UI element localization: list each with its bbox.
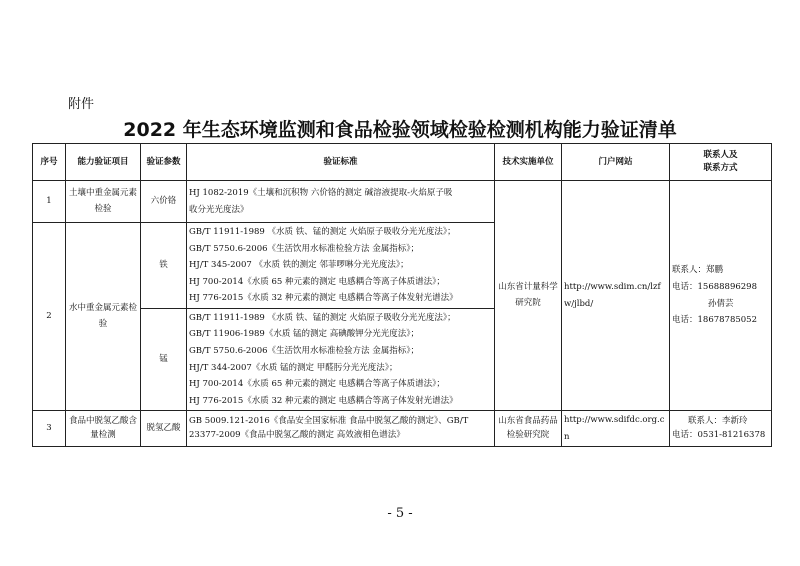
standard-line: GB/T 11911-1989 《水质 铁、锰的测定 火焰原子吸收分光光度法》； [189, 312, 456, 323]
contact-line: 孙倩芸 [708, 298, 734, 309]
row1-standard-line: 收分光光度法》 [189, 204, 249, 215]
row3-portal-link[interactable]: http://www.sdifdc.org.cn [562, 411, 670, 447]
standard-line: GB/T 5750.6-2006《生活饮用水标准检验方法 金属指标》； [189, 243, 419, 254]
row2-standards-manganese [187, 308, 495, 410]
header-standard: 验证标准 [187, 144, 495, 181]
table-header-row [33, 144, 772, 181]
row3-seq: 3 [33, 411, 66, 447]
contact-line: 电话：18678785052 [672, 315, 757, 326]
attachment-label: 附件 [68, 97, 95, 112]
header-seq: 序号 [33, 144, 66, 181]
header-unit: 技术实施单位 [495, 144, 562, 181]
row2-seq: 2 [33, 223, 66, 411]
standard-line: HJ 776-2015《水质 32 种元素的测定 电感耦合等离子体发射光谱法》 [189, 293, 458, 304]
contact-line: 电话：15688896298 [672, 282, 757, 293]
header-contact [670, 144, 772, 181]
header-portal: 门户网站 [562, 144, 670, 181]
capability-table [32, 143, 772, 447]
contact-line: 联系人：郑鹏 [672, 265, 724, 276]
standard-line: HJ 700-2014《水质 65 种元素的测定 电感耦合等离子体质谱法》； [189, 276, 445, 287]
standard-line: HJ 776-2015《水质 32 种元素的测定 电感耦合等离子体发射光谱法》 [189, 395, 458, 406]
row3-unit: 山东省食品药品检验研究院 [495, 411, 562, 447]
row3-standards [187, 411, 495, 447]
row2-param-iron: 铁 [141, 223, 187, 309]
row1-item: 土壤中重金属元素检验 [66, 181, 141, 223]
page-title: 2022 年生态环境监测和食品检验领域检验检测机构能力验证清单 [123, 119, 677, 141]
shared-unit: 山东省计量科学研究院 [495, 181, 562, 411]
standard-line: HJ 700-2014《水质 65 种元素的测定 电感耦合等离子体质谱法》； [189, 379, 445, 390]
standard-line: 23377-2009《食品中脱氢乙酸的测定 高效液相色谱法》 [189, 429, 405, 440]
row1-param: 六价铬 [141, 181, 187, 223]
contact-line: 联系人：李新玲 [688, 416, 748, 427]
shared-contact [670, 181, 772, 411]
row3-item: 食品中脱氢乙酸含量检测 [66, 411, 141, 447]
shared-portal-link[interactable]: http://www.sdim.cn/lzfw/jlbd/ [562, 181, 670, 411]
row2-item: 水中重金属元素检验 [66, 223, 141, 411]
row3-contact [670, 411, 772, 447]
standard-line: GB 5009.121-2016《食品安全国家标准 食品中脱氢乙酸的测定》、GB/T [189, 416, 469, 427]
page-number: - 5 - [387, 506, 413, 521]
row2-standards-iron [187, 223, 495, 309]
table-row [33, 411, 772, 447]
standard-line: HJ/T 344-2007《水质 锰的测定 甲醛肟分光光度法》； [189, 362, 398, 373]
row2-param-manganese: 锰 [141, 308, 187, 410]
standard-line: GB/T 11906-1989《水质 锰的测定 高碘酸钾分光光度法》； [189, 329, 419, 340]
standard-line: GB/T 11911-1989 《水质 铁、锰的测定 火焰原子吸收分光光度法》； [189, 227, 456, 237]
row1-standard-line: HJ 1082-2019《土壤和沉积物 六价铬的测定 碱溶液提取-火焰原子吸 [189, 187, 453, 198]
row1-standards [187, 181, 495, 223]
standard-line: HJ/T 345-2007 《水质 铁的测定 邻菲啰啉分光光度法》； [189, 260, 409, 271]
header-param: 验证参数 [141, 144, 187, 181]
table-row [33, 181, 772, 223]
row3-param: 脱氢乙酸 [141, 411, 187, 447]
header-contact-line2: 联系方式 [703, 163, 738, 173]
contact-line: 电话：0531-81216378 [672, 429, 766, 440]
header-item: 能力验证项目 [66, 144, 141, 181]
standard-line: GB/T 5750.6-2006《生活饮用水标准检验方法 金属指标》； [189, 345, 419, 356]
row1-seq: 1 [33, 181, 66, 223]
header-contact-line1: 联系人及 [703, 150, 738, 161]
